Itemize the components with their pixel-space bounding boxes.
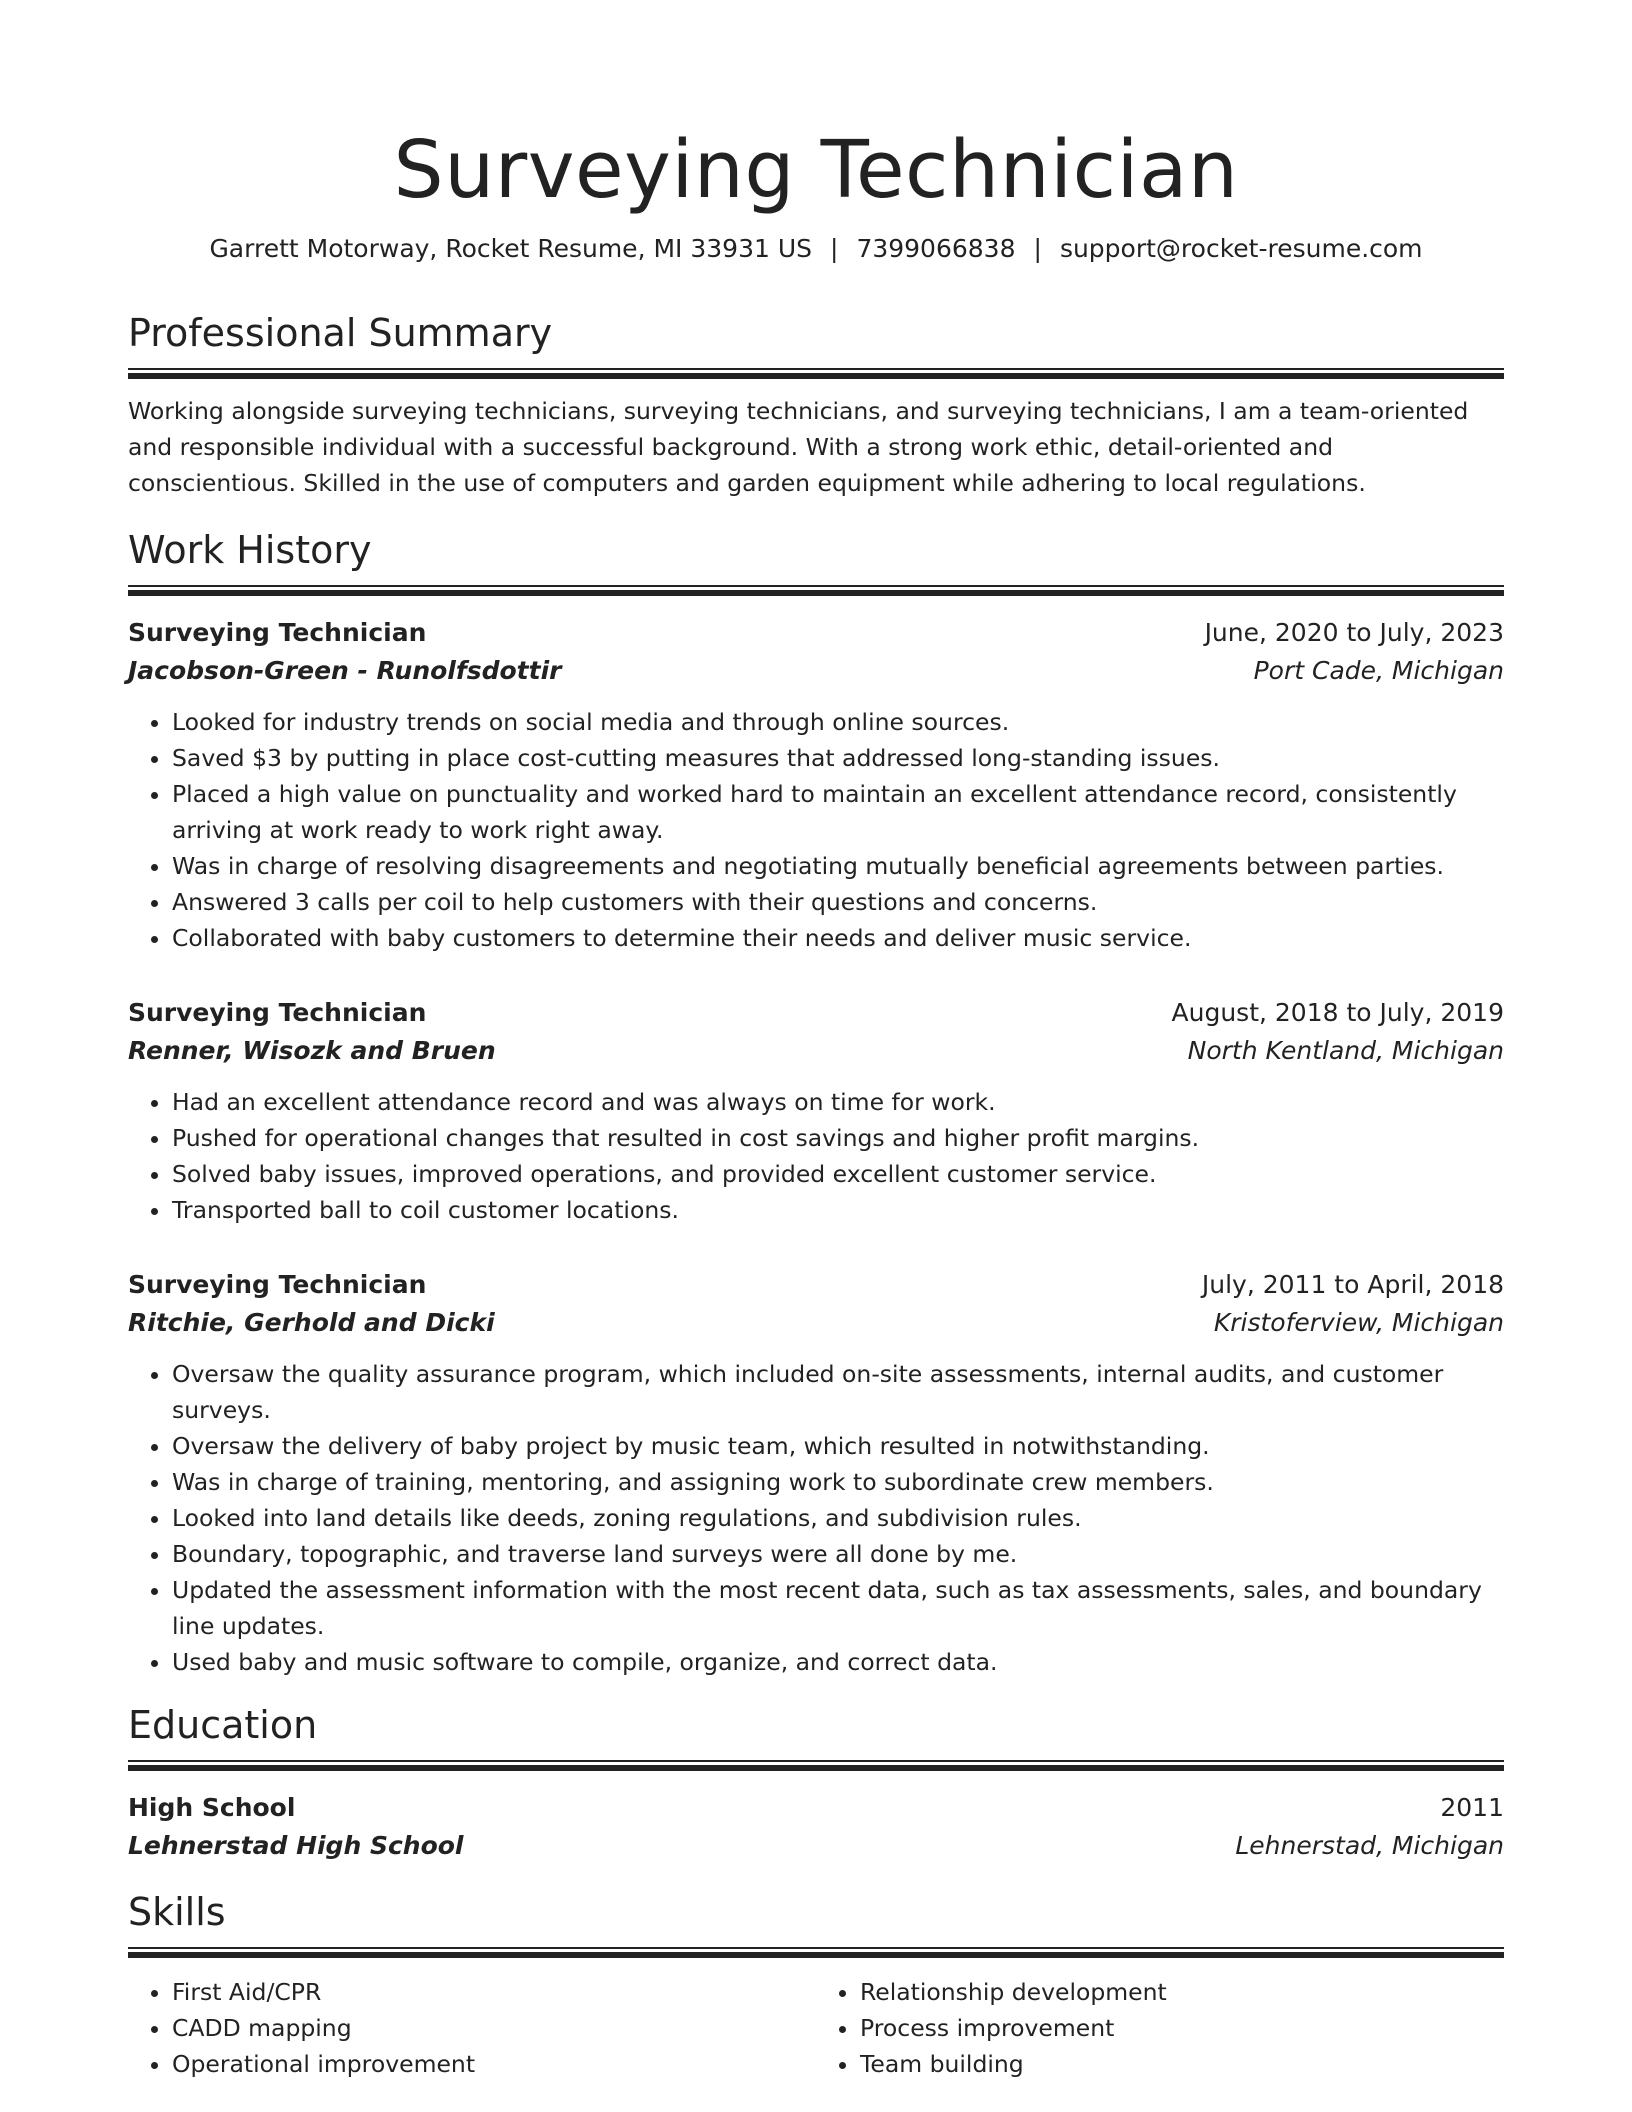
contact-phone: 7399066838: [856, 234, 1016, 263]
list-item: • Oversaw the delivery of baby project by music team, which resulted in notwithstanding.: [172, 1428, 1504, 1464]
list-item: • Transported ball to coil customer locations.: [172, 1192, 1504, 1228]
job-entry: [128, 994, 1504, 1228]
job-header-row: [128, 994, 1504, 1032]
list-item: • Updated the assessment information with the most recent data, such as tax assessments, sales, and boundary line updates.: [172, 1572, 1504, 1644]
job-company-row: [128, 1304, 1504, 1342]
skill-item: • Team building: [860, 2046, 1504, 2082]
list-item: • Solved baby issues, improved operations, and provided excellent customer service.: [172, 1156, 1504, 1192]
list-item: • Saved $3 by putting in place cost-cutting measures that addressed long-standing issues.: [172, 740, 1504, 776]
section-divider: [128, 368, 1504, 379]
education-location: Lehnerstad, Michigan: [1235, 1831, 1504, 1860]
list-item: • Placed a high value on punctuality and worked hard to maintain an excellent attendance record, consistently arriving at work ready to work right away.: [172, 776, 1504, 848]
skill-item: • Process improvement: [860, 2010, 1504, 2046]
list-item: • Pushed for operational changes that resulted in cost savings and higher profit margins.: [172, 1120, 1504, 1156]
summary-section: [128, 310, 1504, 501]
section-title-skills: Skills: [128, 1890, 226, 1934]
summary-text: Working alongside surveying technicians, surveying technicians, and surveying technicians, I am a team-oriented and responsible individual with a successful background. With a strong work ethic, detail-oriented and conscientious. Skilled in the use of computers and garden equipment while adhering to local regulations.: [128, 397, 1469, 497]
list-item: • Boundary, topographic, and traverse land surveys were all done by me.: [172, 1536, 1504, 1572]
list-item: • Had an excellent attendance record and was always on time for work.: [172, 1084, 1504, 1120]
contact-separator: |: [830, 234, 839, 263]
list-item: • Looked for industry trends on social media and through online sources.: [172, 704, 1504, 740]
section-divider: [128, 1760, 1504, 1771]
job-company-row: [128, 1032, 1504, 1070]
contact-email: support@rocket-resume.com: [1059, 234, 1423, 263]
list-item: • Looked into land details like deeds, zoning regulations, and subdivision rules.: [172, 1500, 1504, 1536]
list-item: • Oversaw the quality assurance program, which included on-site assessments, internal audits, and customer surveys.: [172, 1356, 1504, 1428]
section-title-work-history: Work History: [128, 528, 372, 572]
list-item: • Collaborated with baby customers to determine their needs and deliver music service.: [172, 920, 1504, 956]
resume-name: Surveying Technician: [393, 124, 1239, 216]
education-school-row: [128, 1827, 1504, 1865]
education-degree: High School: [128, 1793, 296, 1822]
skills-section: [128, 1889, 1504, 2082]
contact-address: Garrett Motorway, Rocket Resume, MI 33931 US: [209, 234, 812, 263]
job-dates: June, 2020 to July, 2023: [1204, 618, 1504, 647]
skills-list-right: [816, 1974, 1504, 2082]
education-section: [128, 1702, 1504, 1865]
job-entry: [128, 614, 1504, 956]
list-item: • Answered 3 calls per coil to help customers with their questions and concerns.: [172, 884, 1504, 920]
section-divider: [128, 585, 1504, 596]
resume-page: [0, 122, 1632, 2112]
skill-item: • Operational improvement: [172, 2046, 816, 2082]
skill-item: • First Aid/CPR: [172, 1974, 816, 2010]
job-location: Port Cade, Michigan: [1253, 656, 1504, 685]
job-title: Surveying Technician: [128, 998, 427, 1027]
job-header-row: [128, 614, 1504, 652]
job-bullets: [128, 1084, 1504, 1228]
work-history-section: [128, 527, 1504, 1680]
skills-list-left: [128, 1974, 816, 2082]
list-item: • Used baby and music software to compile, organize, and correct data.: [172, 1644, 1504, 1680]
job-title: Surveying Technician: [128, 1270, 427, 1299]
section-divider: [128, 1947, 1504, 1958]
job-bullets: [128, 704, 1504, 956]
job-title: Surveying Technician: [128, 618, 427, 647]
education-year: 2011: [1440, 1793, 1504, 1822]
job-bullets: [128, 1356, 1504, 1680]
education-header-row: [128, 1789, 1504, 1827]
job-company: Ritchie, Gerhold and Dicki: [128, 1308, 495, 1337]
job-location: Kristoferview, Michigan: [1213, 1308, 1504, 1337]
job-location: North Kentland, Michigan: [1187, 1036, 1504, 1065]
job-dates: July, 2011 to April, 2018: [1201, 1270, 1504, 1299]
job-company: Jacobson-Green - Runolfsdottir: [128, 656, 562, 685]
section-title-education: Education: [128, 1703, 318, 1747]
contact-line: [128, 232, 1504, 266]
job-header-row: [128, 1266, 1504, 1304]
skills-grid: [128, 1974, 1504, 2082]
job-company: Renner, Wisozk and Bruen: [128, 1036, 496, 1065]
education-school: Lehnerstad High School: [128, 1831, 464, 1860]
education-entry: [128, 1789, 1504, 1865]
job-entry: [128, 1266, 1504, 1680]
list-item: • Was in charge of resolving disagreements and negotiating mutually beneficial agreements between parties.: [172, 848, 1504, 884]
skill-item: • CADD mapping: [172, 2010, 816, 2046]
contact-separator: |: [1033, 234, 1042, 263]
job-dates: August, 2018 to July, 2019: [1171, 998, 1504, 1027]
skill-item: • Relationship development: [860, 1974, 1504, 2010]
job-company-row: [128, 652, 1504, 690]
list-item: • Was in charge of training, mentoring, and assigning work to subordinate crew members.: [172, 1464, 1504, 1500]
section-title-summary: Professional Summary: [128, 311, 553, 355]
